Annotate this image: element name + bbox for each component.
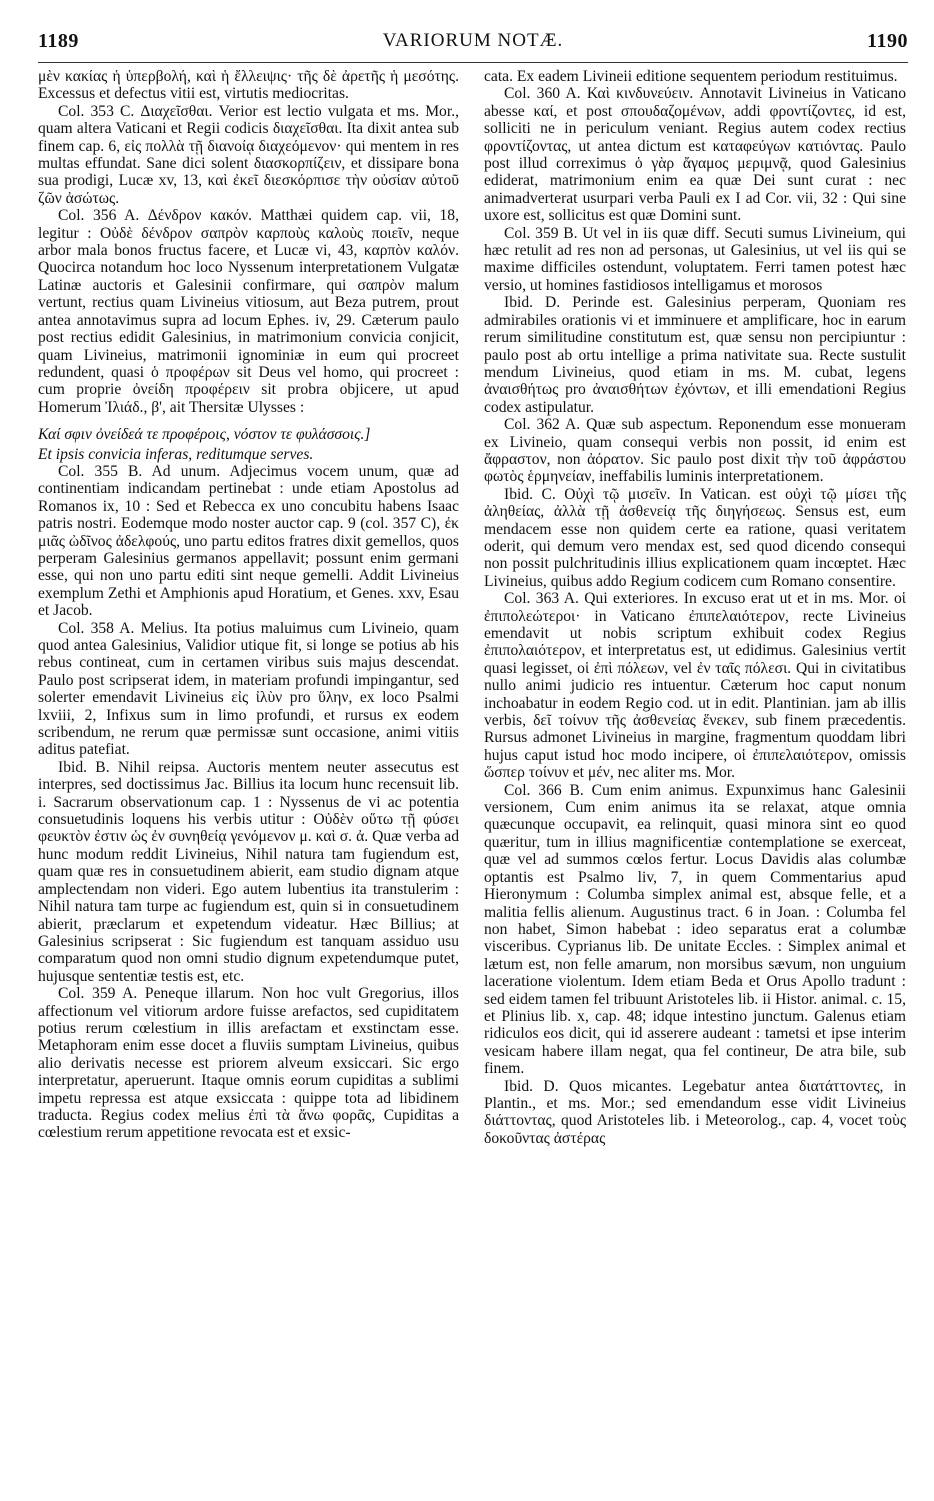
page-number-left: 1189: [38, 30, 79, 52]
paragraph: Col. 360 A. Καὶ κινδυνεύειν. Annotavit Livineius in Vaticano abesse καί, et post σπουδαζομένων, addi φροντίζοντες, id est, solliciti ne in periculum veniant. Regius autem codex rectius φροντίζοντας, ut antea dictum est καταφεύγων κατιόντας. Paulo post illud correximus ὁ γὰρ ἄγαμος μεριμνᾷ, quod Galesinius ediderat, matrimonium enim ea quæ Dei sunt curat : nec animadverterat usurpari verba Pauli ex I ad Cor. vii, 32 : Qui sine uxore est, sollicitus est quæ Domini sunt.: [484, 85, 906, 225]
paragraph: Ibid. C. Οὐχὶ τῷ μισεῖν. In Vatican. est οὐχὶ τῷ μίσει τῆς ἀληθείας, ἀλλὰ τῇ ἀσθενείᾳ τῆς διηγήσεως. Sensus est, eum mendacem esse non quidem certe ea ratione, quasi veritatem oderit, qui demum vero mendax est, sed quod dicendo consequi non possit pulchritudinis illius explicationem quam incœptet. Hæc Livineius, quibus addo Regium codicem cum Romano consentire.: [484, 485, 906, 590]
paragraph: cata. Ex eadem Livineii editione sequentem periodum restituimus.: [484, 68, 898, 85]
paragraph: Col. 355 B. Ad unum. Adjecimus vocem unum, quæ ad continentiam indicandam pertinebat : unde etiam Apostolus ad Romanos ix, 10 : Sed et Rebecca ex uno concubitu habens Isaac patris nostri. Eodemque modo noster auctor cap. 9 (col. 357 C), ἐκ μιᾶς ὠδῖνος ἀδελφούς, uno partu editos fratres dixit gemellos, quos perperam Galesinius germanos appellavit; possunt enim germani esse, qui non uno partu editi sint neque gemelli. Addit Livineius exemplum Zethi et Amphionis apud Horatium, et Genes. xxv, Esau et Jacob.: [38, 462, 459, 620]
paragraph: Ibid. D. Perinde est. Galesinius perperam, Quoniam res admirabiles orationis vi et imminuere et amplificare, hoc in earum rerum similitudine constitutum est, quæ sensu non percipiuntur : paulo post ab ortu intellige a prima nativitate sua. Recte sustulit mendum Livineius, quod etiam in ms. M. cubat, legens ἀναισθήτως pro ἀναισθήτων ἐχόντων, et illi emendationi Regius codex astipulatur.: [484, 294, 906, 416]
paragraph: Col. 359 A. Peneque illarum. Non hoc vult Gregorius, illos affectionum vel vitiorum ardore fuisse arefactos, sed cupiditatem potius rerum cœlestium in illis arefactam et exstinctam esse. Metaphoram enim esse docet a fluviis sumptam Livineius, quibus alio derivatis necesse est priorem alveum exsiccari. Sic ergo interpretatur, aperuerunt. Itaque omnis eorum cupiditas a sublimi impetu repressa est atque exsiccata : quippe tota ad libidinem traducta. Regius codex melius ἐπὶ τὰ ἄνω φορᾶς, Cupiditas a cœlestium rerum appetitione revocata est et exsic-: [38, 985, 459, 1142]
right-column: [484, 68, 906, 1491]
verse-quotation: Καί σφιν ὀνείδεά τε προφέροις, νόστον τε φυλάσσοις.]: [38, 426, 371, 444]
paragraph: Col. 353 C. Διαχεῖσθαι. Verior est lectio vulgata et ms. Mor., quam altera Vaticani et Regii codicis διαχεῖσθαι. Ita dixit antea sub finem cap. 6, εἰς πολλὰ τῇ διανοίᾳ διαχεόμενον· qui mentem in res multas effundat. Sane dici solent διασκορπίζειν, et dissipare bona sua prodigi, Lucæ xv, 13, καὶ ἐκεῖ διεσκόρπισε τὴν οὐσίαν αὐτοῦ ζῶν ἀσώτως.: [38, 102, 459, 207]
paragraph: μὲν κακίας ἡ ὑπερβολή, καὶ ἡ ἔλλειψις· τῆς δὲ ἀρετῆς ἡ μεσότης. Excessus et defectus vitii est, virtutis mediocritas.: [38, 68, 459, 103]
page-header: [38, 30, 908, 60]
page-number-right: 1190: [867, 30, 908, 52]
running-title: VARIORUM NOTÆ.: [382, 30, 564, 51]
paragraph: Col. 363 A. Qui exteriores. In excuso erat ut et in ms. Mor. οἱ ἐπιπολεώτεροι· in Vaticano ἐπιπελαιότερον, recte Livineius emendavit ut nobis scriptum exhibuit codex Regius ἐπιπολαιότερον, et interpretatus est, ut edidimus. Galesinius vertit quasi legisset, οἱ ἐπὶ πόλεων, vel ἐν ταῖς πόλεσι. Qui in civitatibus nullo animi judicio res intuentur. Cæterum hoc caput nonum inchoabatur in eodem Regio cod. ut in edit. Plantinian. jam ab illis verbis, δεῖ τοίνυν τῆς ἀσθενείας ἕνεκεν, sub finem præcedentis. Rursus admonet Livineius in margine, fragmentum quoddam libri hujus caput istud hoc modo incipere, οἱ ἐπιπελαιότερον, omissis ὥσπερ τοίνυν et μέν, nec aliter ms. Mor.: [484, 590, 906, 782]
paragraph: Col. 359 B. Ut vel in iis quæ diff. Secuti sumus Livineium, qui hæc retulit ad res non ad personas, ut Galesinius, ut vel iis qui se maxime difficiles ostendunt, voluptatem. Ferri tamen potest hæc versio, ut homines fastidiosos intelligamus et morosos: [484, 224, 906, 294]
paragraph: Ibid. B. Nihil reipsa. Auctoris mentem neuter assecutus est interpres, sed doctissimus Jac. Billius ita locum hunc recensuit lib. i. Sacrarum observationum cap. 1 : Nyssenus de vi ac potentia consuetudinis loquens his verbis utitur : Οὐδὲν οὕτω τῇ φύσει φευκτὸν ἐστιν ὡς ἐν συνηθείᾳ γενόμενον μ. καὶ σ. ἀ. Quæ verba ad hunc modum reddit Livineius, Nihil natura tam fugiendum est, quam quæ res in consuetudinem abierit, eam studio dignam atque amplectendam non videri. Ego autem lubentius ita transtulerim : Nihil natura tam turpe ac fugiendum est, quin si in consuetudinem abierit, præclarum et expetendum videatur. Hæc Billius; at Galesinius scripserat : Sic fugiendum est tanquam assiduo usu comparatum quod non omni studio dignum expetendumque putet, hujusque sententiæ testis est, etc.: [38, 758, 459, 985]
paragraph: Col. 358 A. Melius. Ita potius maluimus cum Livineio, quam quod antea Galesinius, Validior utique fit, si longe se potius ab his rebus contineat, cum in certamen viribus suis majus descendat. Paulo post scripserat idem, in materiam profundi impingantur, sed solerter emendavit Livineius εἰς ἰλὺν pro ὕλην, ex loco Psalmi lxviii, 2, Infixus sum in limo profundi, et rursus ex eodem scribendum, ne rerum quæ permissæ sunt occasione, animi vitiis aditus patefiat.: [38, 619, 459, 759]
paragraph: Col. 356 A. Δένδρον κακόν. Matthæi quidem cap. vii, 18, legitur : Οὐδὲ δένδρον σαπρὸν καρποὺς καλοὺς ποιεῖν, neque arbor mala bonos fructus facere, et Lucæ vi, 43, καρπὸν καλόν. Quocirca notandum hoc loco Nyssenum interpretationem Vulgatæ Latinæ auctoris et Galesinii confirmare, qui σαπρὸν malum vertunt, rectius quam Livineius vitiosum, aut Beza putrem, prout antea annotavimus supra ad locum Ephes. iv, 29. Cæterum paulo post rectius edidit Galesinius, in matrimonium convicia conjicit, quam Livineius, matrimonii ignominiæ in eum qui procreet redundent, quasi ὁ προφέρων sit Deus vel homo, qui procreet : cum proprie ὀνείδη προφέρειν sit probra objicere, ut apud Homerum Ἰλιάδ., β', ait Thersitæ Ulysses :: [38, 207, 459, 416]
left-column: [38, 68, 459, 1491]
header-rule: [38, 62, 908, 63]
paragraph: Col. 362 A. Quæ sub aspectum. Reponendum esse monueram ex Livineio, quam consequi verbis non possit, id enim est ἄφραστον, non ἀόρατον. Sic paulo post dixit τὴν τοῦ ἀφράστου φωτὸς ἑρμηνείαν, ineffabilis luminis interpretationem.: [484, 416, 906, 486]
paragraph: Col. 366 B. Cum enim animus. Expunximus hanc Galesinii versionem, Cum enim animus ita se relaxat, atque omnia quæcunque occupavit, ea relinquit, quasi minora sint eo quod quæritur, tum in illius magnificentiæ contemplatione se exerceat, quæ vel ad summos cœlos fertur. Locus Davidis alas columbæ optantis est Psalmo liv, 7, in quem Commentarius apud Hieronymum : Columba simplex animal est, absque felle, et a malitia fellis alienum. Augustinus tract. 6 in Joan. : Columba fel non habet, Simon habebat : ideo separatus erat a columbæ visceribus. Cyprianus lib. De unitate Eccles. : Simplex animal et lætum est, non felle amarum, non morsibus sævum, non unguium laceratione violentum. Idem etiam Beda et Orus Apollo tradunt : sed eidem tamen fel tribuunt Aristoteles lib. ii Histor. animal. c. 15, et Plinius lib. x, cap. 48; idque intestino junctum. Galenus etiam ridiculos eos dicit, qui id asserere audeant : tametsi et ipse interim vesicam habere illam negat, qua fel contineur, De atra bile, sub finem.: [484, 781, 906, 1078]
verse-translation: Et ipsis convicia inferas, reditumque serves.: [38, 445, 314, 463]
paragraph: Ibid. D. Quos micantes. Legebatur antea διατάττοντες, in Plantin., et ms. Mor.; sed emendandum esse vidit Livineius διάττοντας, quod Aristoteles lib. i Meteorolog., cap. 4, vocet τοὺς δοκοῦντας ἀστέρας: [484, 1077, 906, 1147]
